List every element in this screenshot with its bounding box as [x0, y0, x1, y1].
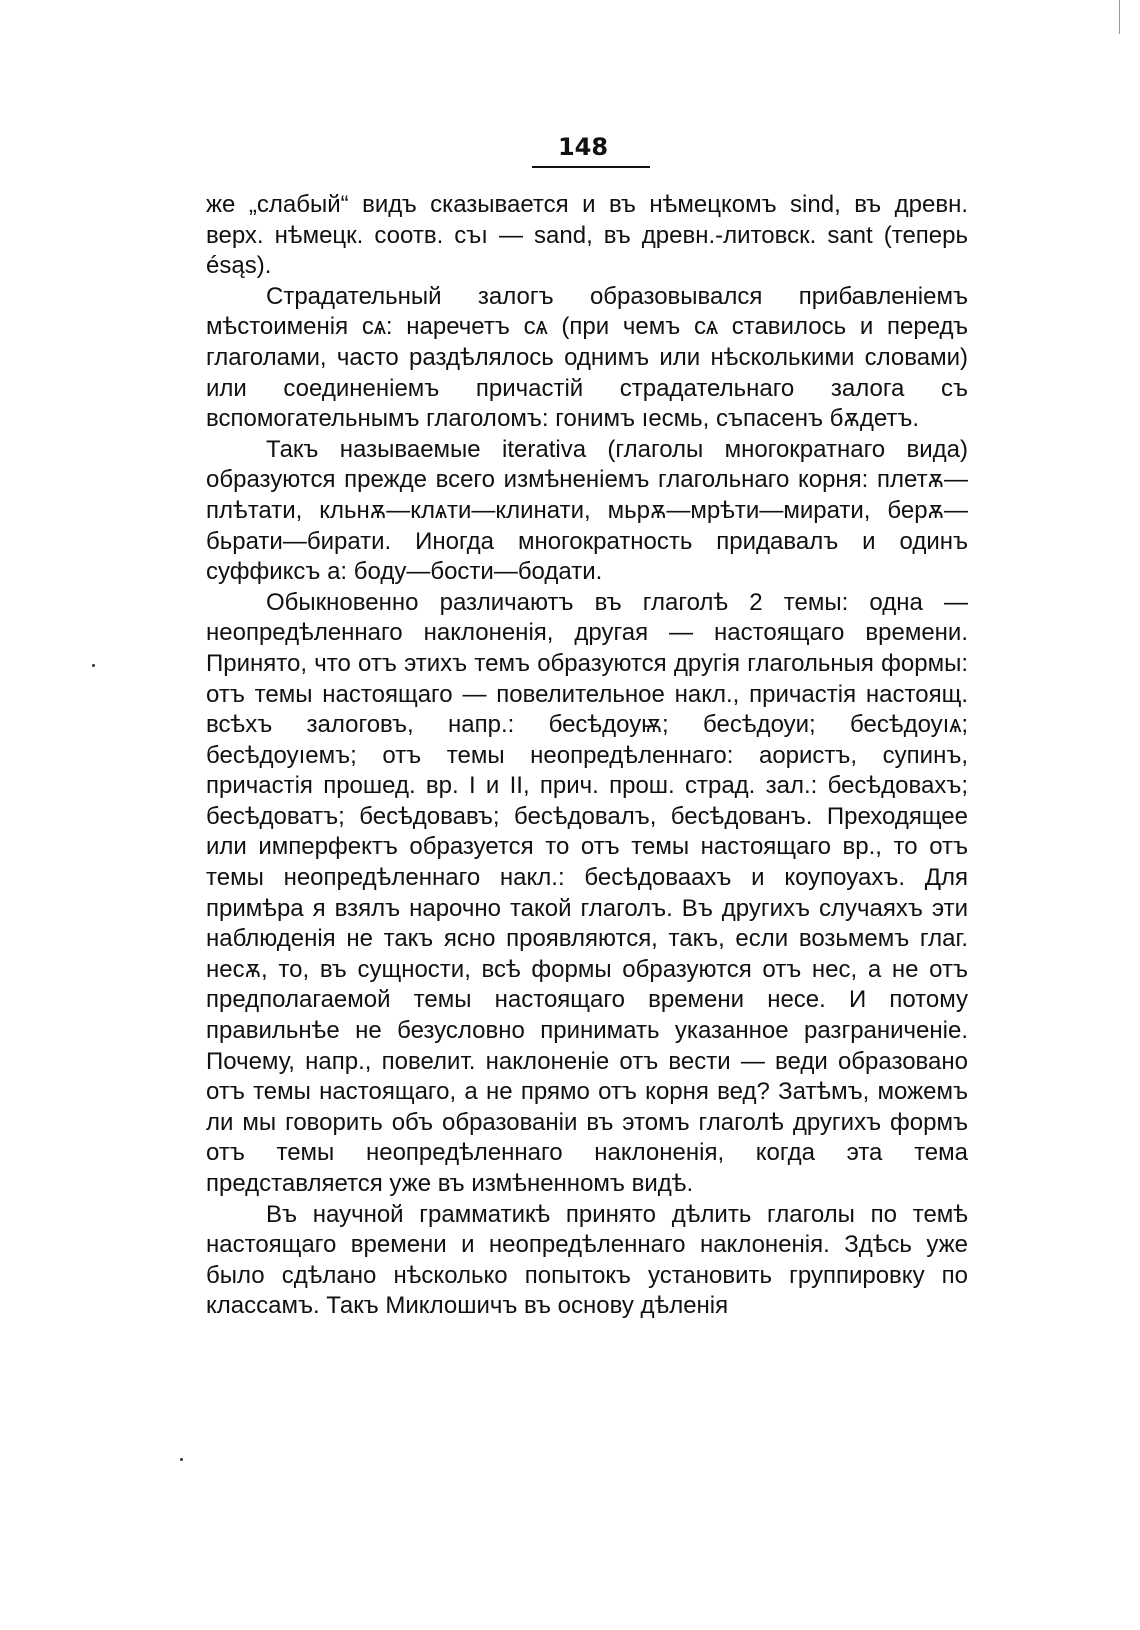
page-number-rule [532, 166, 650, 168]
body-text [206, 190, 968, 1322]
scan-edge-mark [1119, 0, 1120, 34]
scan-speck [92, 664, 95, 667]
scan-speck [180, 1458, 183, 1461]
paragraph: же „слабый“ видъ сказывается и въ нѣмецкомъ sind, въ древн. верх. нѣмецк. соотв. съı — sand, въ древн.-литовск. sant (теперь ésąs). [206, 191, 968, 280]
paragraph: Въ научной грамматикѣ принято дѣлить глаголы по темѣ настоящаго времени и неопредѣленнаго наклоненія. Здѣсь уже было сдѣлано нѣсколько попытокъ установить группировку по классамъ. Такъ Миклошичъ въ основу дѣленія [206, 1200, 968, 1320]
paragraph: Обыкновенно различаютъ въ глаголѣ 2 темы: одна — неопредѣленнаго наклоненія, другая — настоящаго времени. Принято, что отъ этихъ темъ образуются другія глагольныя формы: отъ темы настоящаго — повелительное накл., причастія настоящ. всѣхъ залоговъ, напр.: бесѣдоуѭ; бесѣдоуи; бесѣдоуıѧ; бесѣдоуıемъ; отъ темы неопредѣленнаго: аористъ, супинъ, причастія прошед. вр. I и II, прич. прош. страд. зал.: бесѣдовахъ; бесѣдоватъ; бесѣдовавъ; бесѣдовалъ, бесѣдованъ. Преходящее или имперфектъ образуется то отъ темы настоящаго вр., то отъ темы неопредѣленнаго накл.: бесѣдоваахъ и коупоуахъ. Для примѣра я взялъ нарочно такой глаголъ. Въ другихъ случаяхъ эти наблюденія не такъ ясно проявляются, такъ, если возьмемъ глаг. несѫ, то, въ сущности, всѣ формы образуются отъ нес, а не отъ предполагаемой темы настоящаго времени несе. И потому правильнѣе не безусловно принимать указанное разграниченіе. Почему, напр., повелит. наклоненіе отъ вести — веди образовано отъ темы настоящаго, а не прямо отъ корня вед? Затѣмъ, можемъ ли мы говорить объ образованіи въ этомъ глаголѣ другихъ формъ отъ темы неопредѣленнаго наклоненія, когда эта тема представляется уже въ измѣненномъ видѣ. [206, 588, 968, 1197]
page-number: 148 [557, 133, 609, 161]
paragraph: Такъ называемые iterativa (глаголы многократнаго вида) образуются прежде всего измѣненіемъ глагольнаго корня: плетѫ—плѣтати, кльнѫ—клѧти—клинати, мьрѫ—мрѣти—мирати, берѫ—бьрати—бирати. Иногда многократность придавалъ и одинъ суффиксъ а: боду—бости—бодати. [206, 435, 968, 586]
paragraph: Страдательный залогъ образовывался прибавленіемъ мѣстоименія сѧ: наречетъ сѧ (при чемъ сѧ ставилось и передъ глаголами, часто раздѣлялось однимъ или нѣсколькими словами) или соединеніемъ причастій страдательнаго залога съ вспомогательнымъ глаголомъ: гонимъ ıесмь, съпасенъ бѫдетъ. [206, 282, 968, 433]
